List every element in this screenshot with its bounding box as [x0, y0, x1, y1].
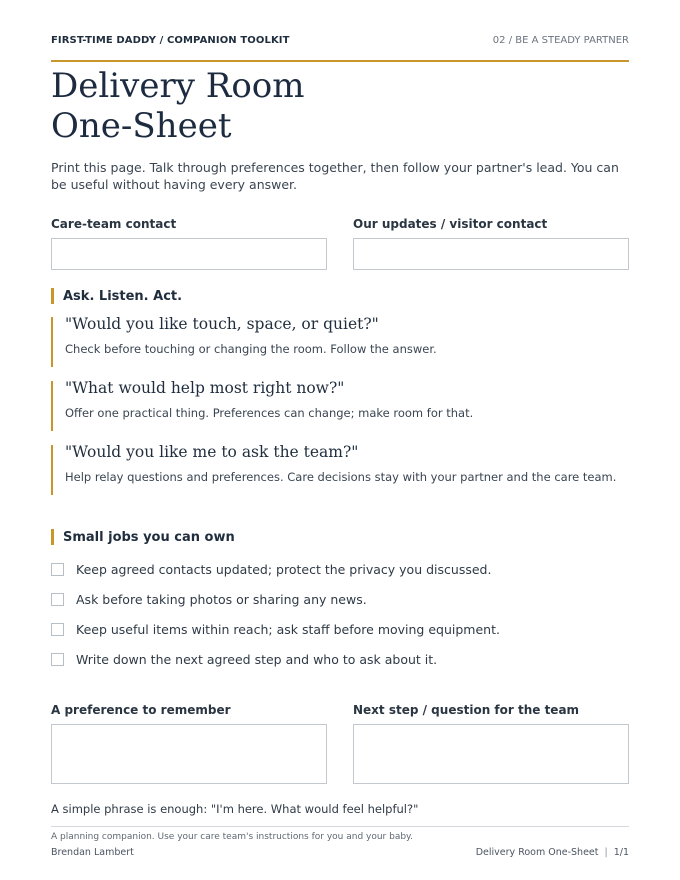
ask-section-heading: [51, 288, 182, 304]
care-team-contact-field[interactable]: [51, 238, 327, 270]
footer-separator: |: [604, 847, 608, 858]
prompt-accent-bar: [51, 317, 53, 367]
checklist-item[interactable]: [51, 591, 367, 607]
next-step-label: Next step / question for the team: [353, 703, 580, 717]
updates-contact-field[interactable]: [353, 238, 629, 270]
footer-disclaimer: A planning companion. Use your care team's instructions for you and your baby.: [51, 832, 413, 842]
checklist-item-label: Keep agreed contacts updated; protect the privacy you discussed.: [76, 561, 492, 577]
preference-field[interactable]: [51, 724, 327, 784]
prompt-accent-bar: [51, 445, 53, 495]
checklist-item-label: Keep useful items within reach; ask staff before moving equipment.: [76, 621, 500, 637]
helpful-phrase: A simple phrase is enough: "I'm here. What would feel helpful?": [51, 802, 419, 816]
prompt-quote: "Would you like me to ask the team?": [65, 443, 359, 461]
footer-doc-name: Delivery Room One-Sheet: [475, 847, 599, 858]
preference-label: A preference to remember: [51, 703, 231, 717]
toolkit-label: FIRST-TIME DADDY / COMPANION TOOLKIT: [51, 34, 290, 46]
jobs-section-heading: [51, 529, 235, 545]
section-accent-bar: [51, 529, 54, 545]
ask-section-title: Ask. Listen. Act.: [63, 288, 183, 304]
footer-page-number: 1/1: [613, 847, 629, 858]
prompt-detail: Check before touching or changing the room. Follow the answer.: [65, 342, 437, 356]
checklist-item[interactable]: [51, 621, 500, 637]
checkbox[interactable]: [51, 623, 64, 636]
page-title: [51, 66, 305, 146]
running-header: [51, 33, 629, 47]
footer-divider: [51, 826, 629, 827]
intro-paragraph: Print this page. Talk through preferences together, then follow your partner's lead. You can be useful without having every answer.: [51, 160, 619, 192]
prompt-quote: "What would help most right now?": [65, 379, 345, 397]
prompt-card: [51, 445, 629, 495]
footer-page-info: [476, 847, 629, 858]
prompt-detail: Offer one practical thing. Preferences can change; make room for that.: [65, 406, 474, 420]
checkbox[interactable]: [51, 593, 64, 606]
prompt-quote: "Would you like touch, space, or quiet?": [65, 315, 379, 333]
header-divider: [51, 60, 629, 62]
checkbox[interactable]: [51, 563, 64, 576]
checklist-item-label: Ask before taking photos or sharing any news.: [76, 591, 367, 607]
care-team-contact-label: Care-team contact: [51, 217, 177, 231]
updates-contact-label: Our updates / visitor contact: [353, 217, 548, 231]
prompt-card: [51, 317, 629, 367]
title-line-2: One-Sheet: [51, 106, 232, 146]
section-accent-bar: [51, 288, 54, 304]
checklist-item-label: Write down the next agreed step and who to ask about it.: [76, 651, 438, 667]
checklist-item[interactable]: [51, 561, 491, 577]
title-line-1: Delivery Room: [51, 66, 305, 106]
one-sheet-page: [51, 0, 629, 880]
jobs-section-title: Small jobs you can own: [63, 529, 235, 545]
next-step-field[interactable]: [353, 724, 629, 784]
prompt-card: [51, 381, 629, 431]
prompt-accent-bar: [51, 381, 53, 431]
section-label: 02 / BE A STEADY PARTNER: [492, 34, 629, 46]
prompt-detail: Help relay questions and preferences. Care decisions stay with your partner and the care team.: [65, 470, 617, 484]
checkbox[interactable]: [51, 653, 64, 666]
footer-author: Brendan Lambert: [51, 847, 134, 858]
checklist-item[interactable]: [51, 651, 437, 667]
